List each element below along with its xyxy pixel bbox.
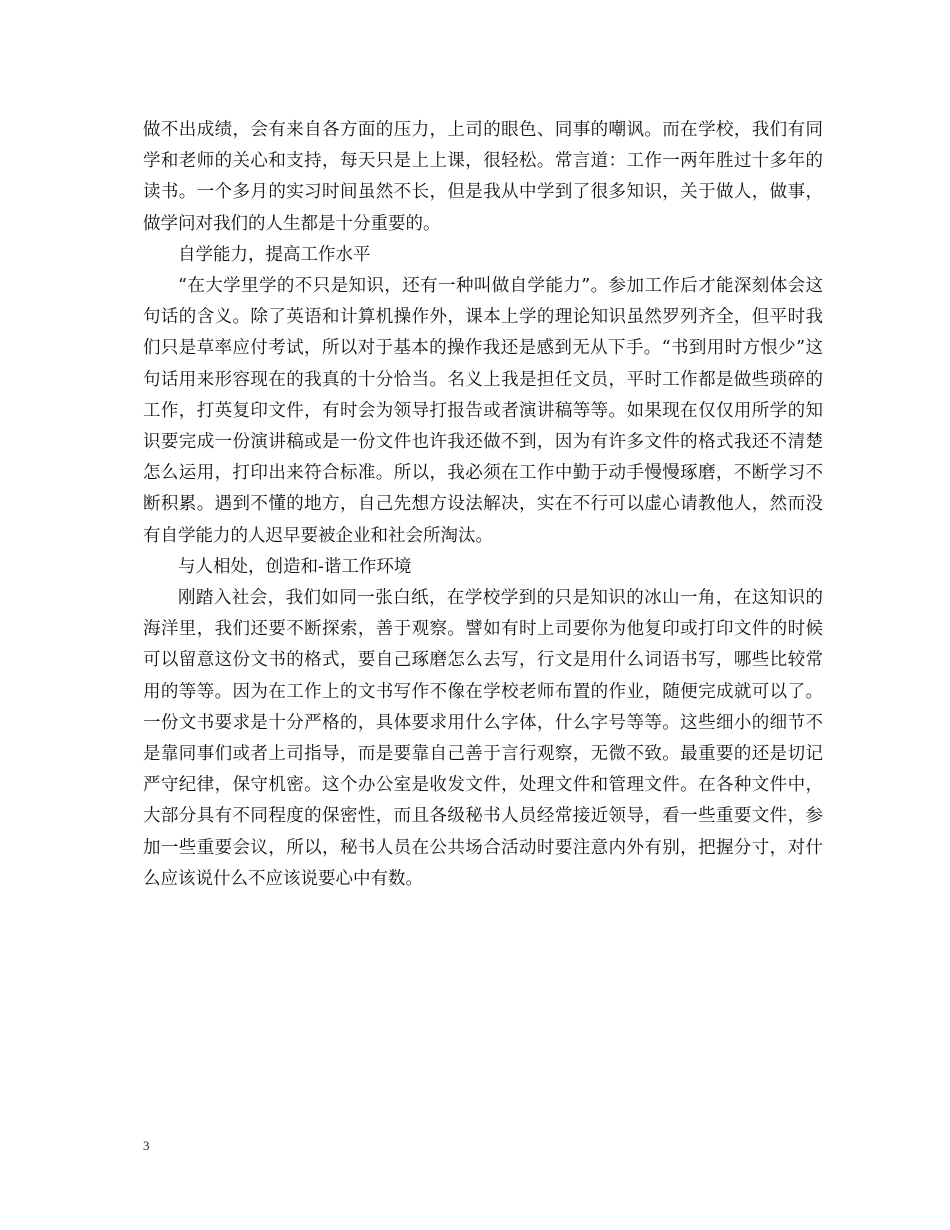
section-heading-getting-along: 与人相处，创造和-谐工作环境 bbox=[178, 556, 412, 577]
section-heading-self-learning: 自学能力，提高工作水平 bbox=[178, 244, 371, 265]
paragraph-self-learning: “在大学里学的不只是知识，还有一种叫做自学能力”。参加工作后才能深刻体会这句话的含义。除了英语和计算机操作外，课本上学的理论知识虽然罗列齐全，但平时我们只是草率应付考试，所以对于基本的操作我还是感到无从下手。“书到用时方恨少”这句话用来形容现在的我真的十分恰当。名义上我是担任文员，平时工作都是做些琐碎的工作，打英复印文件，有时会为领导打报告或者演讲稿等等。如果现在仅仅用所学的知识要完成一份演讲稿或是一份文件也许我还做不到，因为有许多文件的格式我还不清楚怎么运用，打印出来符合标准。所以，我必须在工作中勤于动手慢慢琢磨，不断学习不断积累。遇到不懂的地方，自己先想方设法解决，实在不行可以虚心请教他人，然而没有自学能力的人迟早要被企业和社会所淘汰。 bbox=[143, 276, 823, 546]
paragraph-getting-along: 刚踏入社会，我们如同一张白纸，在学校学到的只是知识的冰山一角，在这知识的海洋里，我们还要不断探索，善于观察。譬如有时上司要你为他复印或打印文件的时候可以留意这份文书的格式，要自己琢磨怎么去写，行文是用什么词语书写，哪些比较常用的等等。因为在工作上的文书写作不像在学校老师布置的作业，随便完成就可以了。一份文书要求是十分严格的，具体要求用什么字体，什么字号等等。这些细小的细节不是靠同事们或者上司指导，而是要靠自己善于言行观察，无微不致。最重要的还是切记严守纪律，保守机密。这个办公室是收发文件，处理文件和管理文件。在各种文件中，大部分具有不同程度的保密性，而且各级秘书人员经常接近领导，看一些重要文件，参加一些重要会议，所以，秘书人员在公共场合活动时要注意内外有别，把握分寸，对什么应该说什么不应该说要心中有数。 bbox=[143, 588, 823, 889]
document-body bbox=[143, 115, 823, 895]
paragraph-intro: 做不出成绩，会有来自各方面的压力，上司的眼色、同事的嘲讽。而在学校，我们有同学和老师的关心和支持，每天只是上上课，很轻松。常言道：工作一两年胜过十多年的读书。一个多月的实习时间虽然不长，但是我从中学到了很多知识，关于做人，做事，做学问对我们的人生都是十分重要的。 bbox=[143, 120, 823, 234]
page-number: 3 bbox=[143, 1138, 150, 1153]
